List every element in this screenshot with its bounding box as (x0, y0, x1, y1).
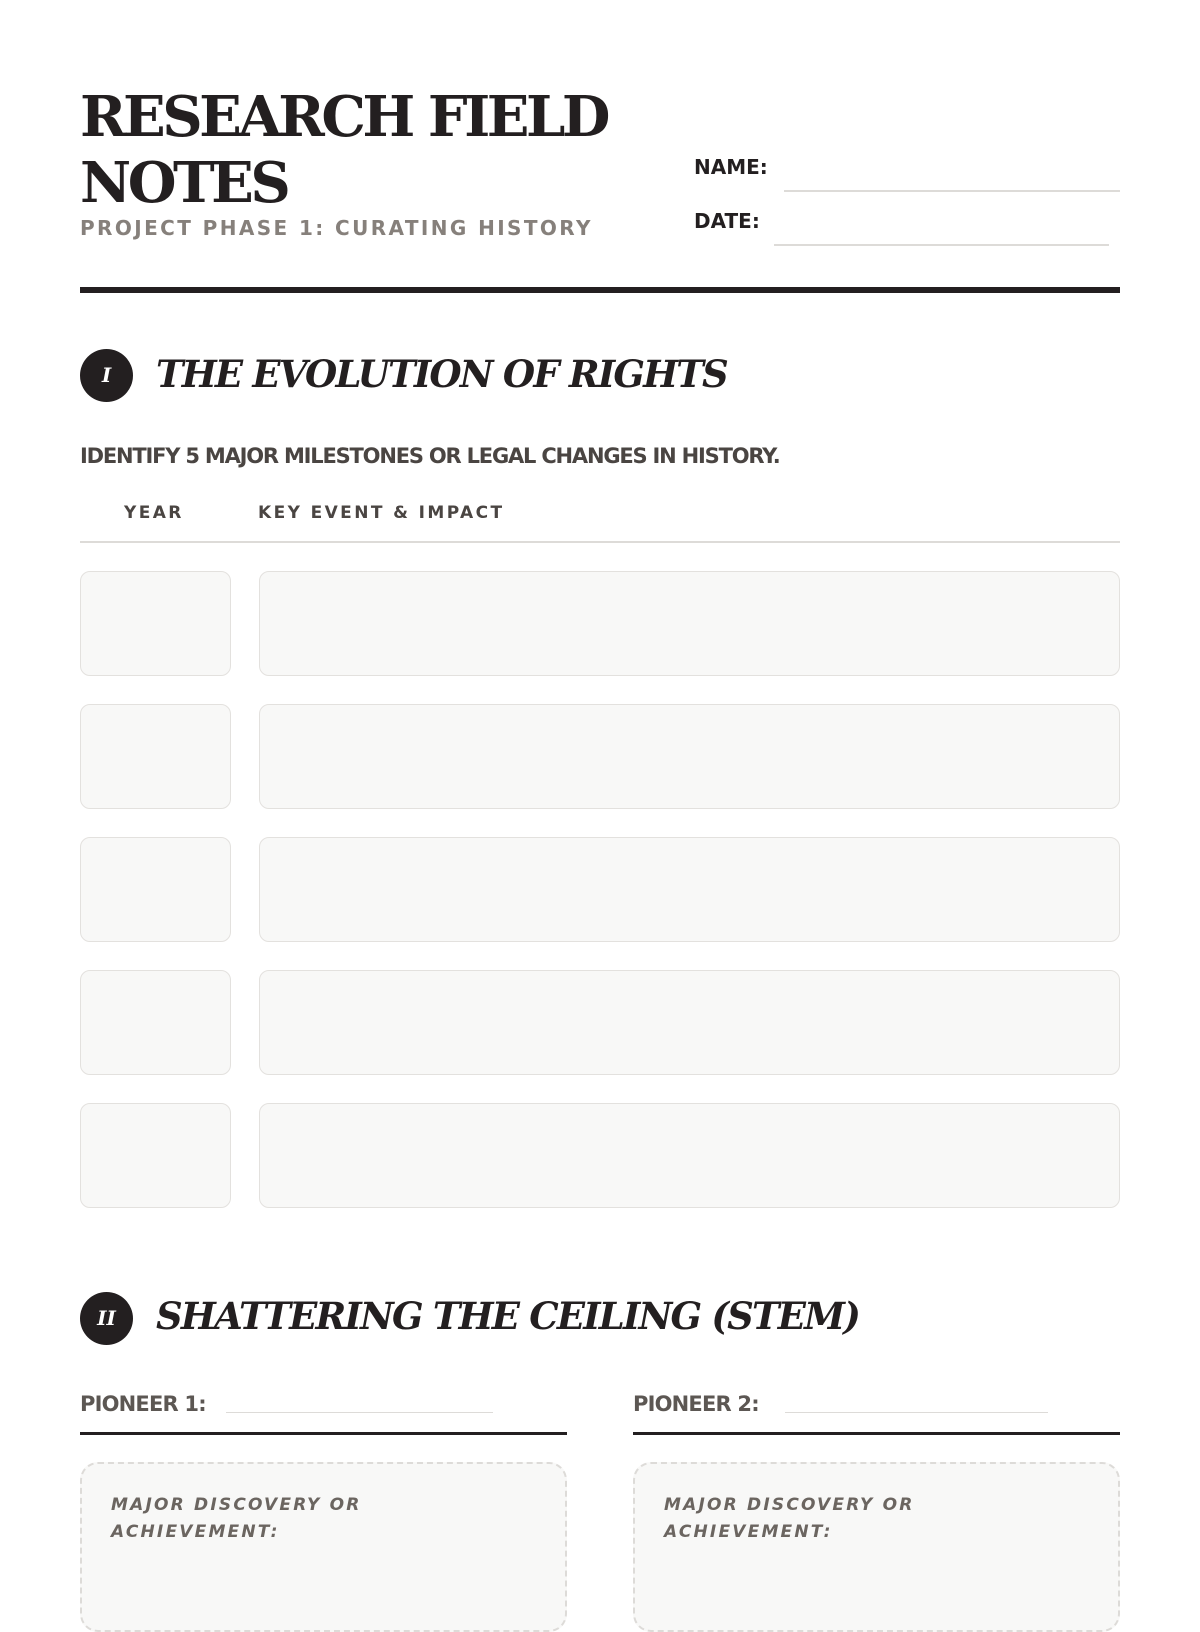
year-input-box[interactable] (80, 970, 231, 1075)
pioneer-2-divider (633, 1432, 1120, 1435)
column-header-divider (80, 541, 1120, 543)
section-2-badge: II (80, 1292, 133, 1345)
year-input-box[interactable] (80, 704, 231, 809)
section-2-title: SHATTERING THE CEILING (STEM) (156, 1294, 860, 1338)
pioneer-2-label: PIONEER 2: (633, 1392, 759, 1416)
event-input-box[interactable] (259, 837, 1120, 942)
milestone-row (80, 1103, 1120, 1208)
milestone-row (80, 970, 1120, 1075)
pioneer-2-achievement-label: MAJOR DISCOVERY OR ACHIEVEMENT: (664, 1495, 915, 1542)
milestone-rows (80, 571, 1120, 1236)
header-divider (80, 287, 1120, 293)
event-input-box[interactable] (259, 970, 1120, 1075)
milestone-row (80, 837, 1120, 942)
section-1-badge: I (80, 349, 133, 402)
pioneer-1-name-field[interactable] (226, 1412, 493, 1413)
event-input-box[interactable] (259, 704, 1120, 809)
name-label: NAME: (694, 155, 768, 179)
pioneer-1-divider (80, 1432, 567, 1435)
worksheet-page (80, 0, 1120, 1600)
year-input-box[interactable] (80, 837, 231, 942)
milestone-row (80, 704, 1120, 809)
milestone-row (80, 571, 1120, 676)
name-field[interactable] (784, 190, 1120, 192)
year-input-box[interactable] (80, 1103, 231, 1208)
pioneer-1-achievement-label: MAJOR DISCOVERY OR ACHIEVEMENT: (111, 1495, 362, 1542)
column-header-year: YEAR (124, 503, 184, 523)
event-input-box[interactable] (259, 571, 1120, 676)
pioneer-1-achievement-box[interactable] (80, 1462, 567, 1632)
date-label: DATE: (694, 209, 760, 233)
section-1-title: THE EVOLUTION OF RIGHTS (156, 352, 727, 396)
event-input-box[interactable] (259, 1103, 1120, 1208)
page-title: RESEARCH FIELD NOTES (80, 84, 607, 216)
column-header-event: KEY EVENT & IMPACT (258, 503, 505, 523)
pioneer-2-name-field[interactable] (785, 1412, 1048, 1413)
pioneer-1-label: PIONEER 1: (80, 1392, 206, 1416)
year-input-box[interactable] (80, 571, 231, 676)
page-subtitle: PROJECT PHASE 1: CURATING HISTORY (80, 216, 593, 240)
pioneer-2-achievement-box[interactable] (633, 1462, 1120, 1632)
section-1-instruction: IDENTIFY 5 MAJOR MILESTONES OR LEGAL CHANGES IN HISTORY. (80, 444, 780, 468)
date-field[interactable] (774, 244, 1109, 246)
